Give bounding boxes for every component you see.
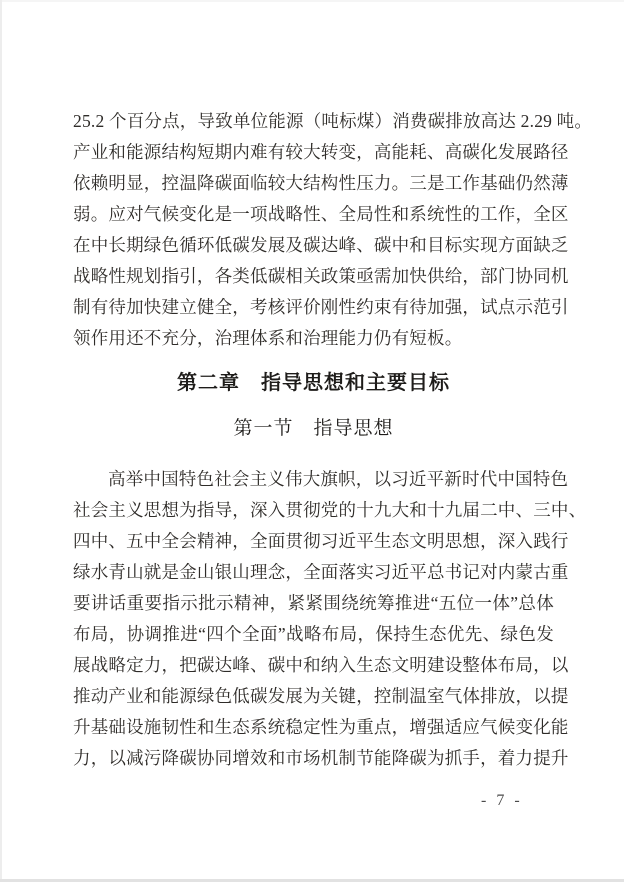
text-line: 战略性规划指引，各类低碳相关政策亟需加快供给，部门协同机 — [73, 266, 569, 286]
text-line: 社会主义思想为指导，深入贯彻党的十九大和十九届二中、三中、 — [73, 500, 587, 520]
text-line: 升基础设施韧性和生态系统稳定性为重点，增强适应气候变化能 — [73, 717, 569, 737]
text-line: 力，以减污降碳协同增效和市场机制节能降碳为抓手，着力提升 — [73, 748, 569, 768]
scan-edge-left — [0, 0, 2, 882]
section-heading: 第一节 指导思想 — [233, 418, 394, 439]
text-line: 四中、五中全会精神，全面贯彻习近平生态文明思想，深入践行 — [73, 531, 569, 551]
text-line: 依赖明显，控温降碳面临较大结构性压力。三是工作基础仍然薄 — [73, 173, 569, 193]
text-line: 展战略定力，把碳达峰、碳中和纳入生态文明建设整体布局，以 — [73, 655, 569, 675]
text-line: 产业和能源结构短期内难有较大转变，高能耗、高碳化发展路径 — [73, 142, 569, 162]
text-line: 高举中国特色社会主义伟大旗帜，以习近平新时代中国特色 — [108, 469, 569, 489]
text-line: 领作用还不充分，治理体系和治理能力仍有短板。 — [73, 328, 463, 348]
text-line: 制有待加快建立健全，考核评价刚性约束有待加强，试点示范引 — [73, 297, 569, 317]
chapter-heading: 第二章 指导思想和主要目标 — [177, 372, 450, 394]
text-line: 弱。应对气候变化是一项战略性、全局性和系统性的工作，全区 — [73, 204, 569, 224]
text-line: 要讲话重要指示批示精神，紧紧围绕统筹推进“五位一体”总体 — [73, 593, 554, 613]
page-number: - 7 - — [481, 792, 523, 809]
body-paragraph — [73, 464, 587, 774]
text-line: 绿水青山就是金山银山理念，全面落实习近平总书记对内蒙古重 — [73, 562, 569, 582]
page-content — [73, 106, 593, 774]
text-line: 25.2 个百分点，导致单位能源（吨标煤）消费碳排放高达 2.29 吨。 — [73, 111, 593, 131]
body-paragraph-continued — [73, 106, 593, 354]
scan-edge-top — [0, 0, 624, 2]
text-line: 布局，协调推进“四个全面”战略布局，保持生态优先、绿色发 — [73, 624, 554, 644]
text-line: 推动产业和能源绿色低碳发展为关键，控制温室气体排放，以提 — [73, 686, 569, 706]
text-line: 在中长期绿色循环低碳发展及碳达峰、碳中和目标实现方面缺乏 — [73, 235, 569, 255]
